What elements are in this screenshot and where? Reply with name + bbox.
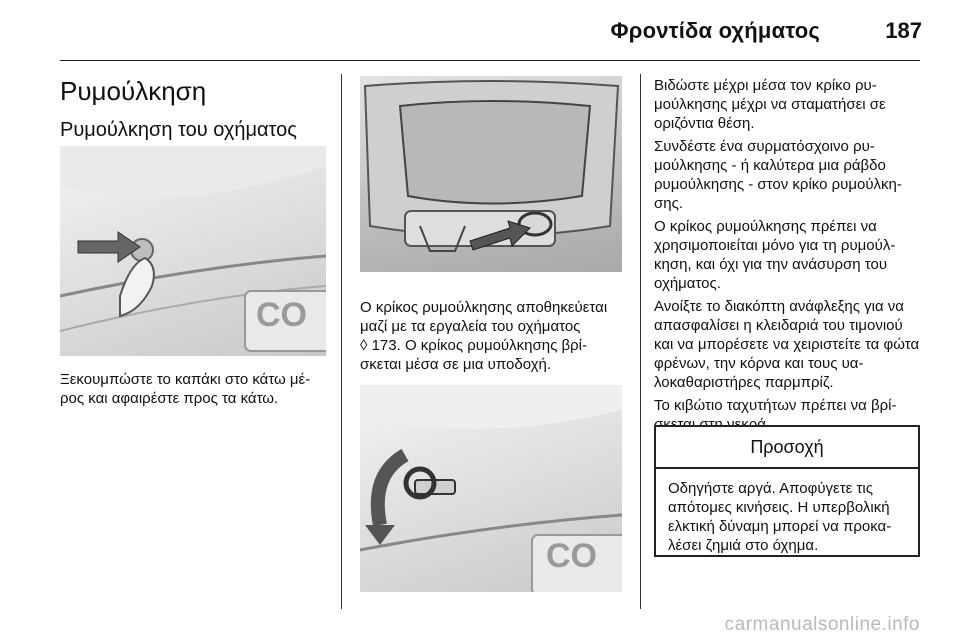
page-number: 187 [885, 18, 922, 43]
column-divider-1 [341, 74, 342, 609]
figure-bumper-cover [60, 146, 326, 356]
right-paragraph-5: Το κιβώτιο ταχυτήτων πρέπει να βρί- [654, 397, 897, 414]
right-paragraph-3: Ο κρίκος ρυμούλκησης πρέπει να χρησιμοποιείται μόνο για τη ρυμούλ- κηση, και όχι για την ανάσυρση του οχήματος. [654, 218, 896, 292]
plate-text: CO [256, 296, 307, 334]
hand-icon [120, 258, 154, 316]
plate-text: CO [546, 537, 597, 575]
rotate-arrow-head [365, 525, 395, 545]
left-paragraph: Ξεκουμπώστε το καπάκι στο κάτω μέ- ρος και αφαιρέστε προς τα κάτω. [60, 371, 311, 407]
right-column [654, 76, 922, 434]
section-heading: Ρυμούλκηση [60, 76, 207, 106]
reference-icon: ◊ [360, 337, 368, 354]
caution-text: Οδηγήστε αργά. Αποφύγετε τις απότομες κινήσεις. Η υπερβολική ελκτική δύναμη μπορεί να προκα- λέσει ζημιά στο όχημα. [668, 480, 892, 554]
middle-text [360, 298, 630, 374]
middle-paragraph-2: 173. Ο κρίκος ρυμούλκησης βρί- σκεται μέσα σε μια υποδοχή. [360, 337, 587, 373]
right-paragraph-2: Συνδέστε ένα συρματόσχοινο ρυ- μούλκησης - ή καλύτερα μια ράβδο ρυμούλκησης - στον κρίκο ρυμούλκη- σης. [654, 138, 902, 212]
tool-compartment-illustration [360, 76, 622, 272]
right-paragraph-1: Βιδώστε μέχρι μέσα τον κρίκο ρυ- μούλκησης μέχρι να σταματήσει σε οριζόντια θέση. [654, 77, 886, 132]
watermark-url: carmanualsonline.info [724, 614, 920, 635]
caution-title: Προσοχή [656, 427, 918, 469]
arrow-icon [78, 232, 140, 262]
caution-box [654, 425, 920, 557]
header-divider [60, 60, 920, 61]
right-paragraph-4: Ανοίξτε το διακόπτη ανάφλεξης για να απασφαλίσει η κλειδαριά του τιμονιού και να μπορέσετε να χειριστείτε τα φώτα φρένων, την κόρνα και τους υα- λοκαθαριστήρες παρμπρίζ. [654, 298, 920, 391]
left-column [60, 76, 330, 142]
middle-paragraph-1: Ο κρίκος ρυμούλκησης αποθηκεύεται μαζί με τα εργαλεία του οχήματος [360, 299, 608, 335]
column-divider-2 [640, 74, 641, 609]
figure-tool-compartment [360, 76, 622, 272]
subsection-heading: Ρυμούλκηση του οχήματος [60, 119, 297, 141]
figure-tow-eye-install [360, 385, 622, 592]
section-title: Φροντίδα οχήματος [610, 18, 820, 43]
rotate-arrow-icon [378, 455, 405, 525]
